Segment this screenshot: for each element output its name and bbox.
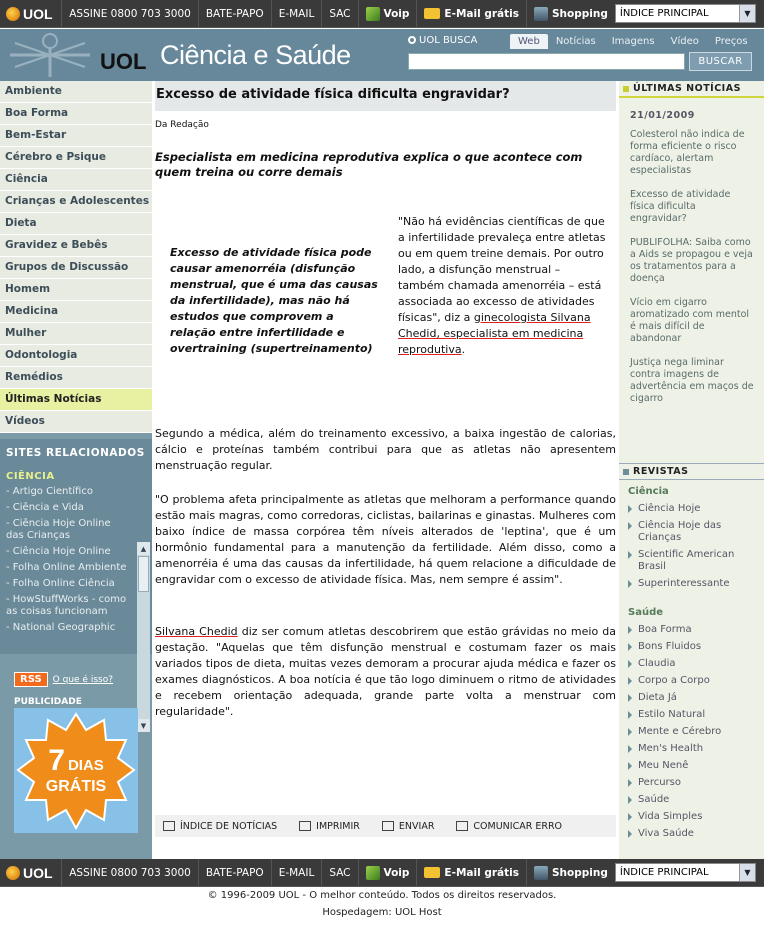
arrow-right-icon	[628, 660, 632, 668]
menu-item-homem[interactable]: Homem	[0, 279, 152, 301]
uol-logo[interactable]	[0, 0, 61, 27]
site-link[interactable]: - Folha Online Ambiente	[6, 562, 127, 573]
menu-item-mulher[interactable]: Mulher	[0, 323, 152, 345]
magazine-label: Superinteressante	[638, 578, 730, 589]
shopping-cart-icon	[534, 866, 548, 880]
revistas	[619, 463, 764, 859]
quote-end: .	[461, 343, 466, 356]
magazine-link[interactable]	[628, 549, 764, 573]
article	[155, 81, 616, 832]
tab-video[interactable]: Vídeo	[670, 36, 699, 47]
magazine-label: Corpo a Corpo	[638, 675, 710, 686]
magazine-link[interactable]	[628, 520, 764, 544]
quote-paragraph	[398, 214, 606, 358]
arrow-right-icon	[628, 813, 632, 821]
arrow-right-icon	[628, 522, 632, 530]
magazine-label: Vida Simples	[638, 811, 703, 822]
magazine-label: Saúde	[638, 794, 670, 805]
left-menu	[0, 81, 152, 433]
menu-item-bem-estar[interactable]: Bem-Estar	[0, 125, 152, 147]
menu-item-criancas[interactable]: Crianças e Adolescentes	[0, 191, 152, 213]
ad-dias: DIAS	[67, 757, 104, 774]
mail-icon	[382, 821, 394, 831]
index-select-value: ÍNDICE PRINCIPAL	[619, 8, 709, 19]
tab-imagens[interactable]: Imagens	[611, 36, 655, 47]
publicidade-label: PUBLICIDADE	[14, 697, 82, 707]
menu-item-dieta[interactable]: Dieta	[0, 213, 152, 235]
magazine-link[interactable]	[628, 777, 764, 789]
printer-icon	[299, 821, 311, 831]
magazine-label: Ciência Hoje das Crianças	[638, 520, 722, 543]
copyright: © 1996-2009 UOL - O melhor conteúdo. Todos os direitos reservados.	[207, 890, 557, 901]
envelope-icon	[424, 8, 440, 19]
ultimas-title: ÚLTIMAS NOTÍCIAS	[633, 83, 741, 94]
quote-text: "Não há evidências científicas de que a infertilidade prevaleça entre atletas ou em quem treine demais. Por outro lado, a disfunção menstrual – também chamada amenorréia – está associada ao excesso de atividades físicas", diz a	[398, 215, 606, 324]
nav-email-gratis[interactable]	[416, 0, 526, 27]
magazine-link[interactable]	[628, 641, 764, 653]
nav-shopping[interactable]	[526, 859, 615, 886]
news-item[interactable]: Excesso de atividade física dificulta engravidar?	[630, 189, 731, 224]
nav-bate-papo[interactable]: BATE-PAPO	[198, 0, 271, 27]
tool-imprimir[interactable]	[299, 821, 360, 832]
magazine-label: Men's Health	[638, 743, 704, 754]
nav-bate-papo[interactable]: BATE-PAPO	[198, 859, 271, 886]
nav-voip[interactable]	[358, 859, 417, 886]
arrow-right-icon	[628, 677, 632, 685]
site-link[interactable]: - Ciência Hoje Online	[6, 546, 111, 557]
arrow-right-icon	[628, 762, 632, 770]
site-link[interactable]: - Ciência Hoje Online das Crianças	[6, 518, 111, 541]
scroll-up-icon[interactable]: ▲	[137, 542, 150, 555]
magazine-label: Mente e Cérebro	[638, 726, 722, 737]
magazine-label: Ciência Hoje	[638, 503, 701, 514]
nav-assine[interactable]: ASSINE 0800 703 3000	[61, 859, 198, 886]
ad-gratis: GRÁTIS	[45, 778, 107, 795]
magazine-link[interactable]	[628, 658, 764, 670]
nav-email-gratis-label: E-Mail grátis	[444, 866, 519, 879]
magazine-label: Percurso	[638, 777, 681, 788]
menu-item-ultimas[interactable]: Últimas Notícias	[0, 389, 152, 411]
arrow-right-icon	[628, 779, 632, 787]
busca-tabs	[510, 34, 756, 49]
menu-item-videos[interactable]: Vídeos	[0, 411, 152, 433]
arrow-right-icon	[628, 505, 632, 513]
site-link[interactable]: - National Geographic	[6, 622, 116, 633]
pull-quote: Excesso de atividade física pode causar amenorréia (disfunção menstrual, que é uma das causas da infertilidade), mas não há estudos que comprovem a relação entre infertilidade e overtraining (supertreinamento)	[170, 246, 378, 355]
revistas-saude-label: Saúde	[628, 607, 664, 618]
header-uol-logo[interactable]: UOL	[100, 49, 147, 74]
paragraph-3	[155, 624, 616, 720]
index-select[interactable]	[615, 4, 756, 23]
revistas-ciencia-label: Ciência	[628, 486, 669, 497]
revistas-header	[619, 463, 764, 480]
magazine-link[interactable]	[628, 794, 764, 806]
menu-item-boa-forma[interactable]: Boa Forma	[0, 103, 152, 125]
search-button[interactable]: BUSCAR	[689, 52, 752, 71]
magazine-link[interactable]	[628, 743, 764, 755]
tool-enviar-label: ENVIAR	[398, 820, 435, 832]
right-column	[619, 81, 764, 859]
nav-sac[interactable]: SAC	[321, 859, 357, 886]
magazine-link[interactable]	[628, 726, 764, 738]
arrow-right-icon	[628, 711, 632, 719]
paragraph-1: Segundo a médica, além do treinamento excessivo, a baixa ingestão de calorias, cálcio e proteínas também contribui para que as atletas não apresentem menstruação regular.	[155, 427, 616, 472]
footer	[0, 887, 764, 921]
sites-category: CIÊNCIA	[6, 471, 55, 482]
arrow-right-icon	[628, 728, 632, 736]
uol-logo-text: UOL	[23, 864, 53, 881]
rss-icon[interactable]: RSS	[14, 672, 48, 687]
menu-item-grupos[interactable]: Grupos de Discussão	[0, 257, 152, 279]
site-link[interactable]: - Artigo Científico	[6, 486, 93, 497]
menu-item-gravidez[interactable]: Gravidez e Bebês	[0, 235, 152, 257]
phone-icon	[366, 7, 380, 21]
magazine-link[interactable]	[628, 624, 764, 636]
envelope-icon	[424, 867, 440, 878]
article-subtitle: Especialista em medicina reprodutiva explica o que acontece com quem treina ou corre demais	[155, 150, 583, 179]
tab-web[interactable]: Web	[510, 34, 548, 49]
section-title: Ciência e Saúde	[160, 40, 351, 70]
bullet-square-icon	[623, 469, 629, 475]
news-item[interactable]: PUBLIFOLHA: Saiba como a Aids se propagou e veja os tratamentos para a doença	[630, 237, 753, 284]
list-icon	[163, 821, 175, 831]
nav-shopping-label: Shopping	[552, 7, 608, 20]
magazine-label: Scientific American Brasil	[638, 549, 735, 572]
arrow-right-icon	[628, 626, 632, 634]
scroll-down-icon[interactable]: ▼	[137, 719, 150, 732]
nav-sac[interactable]: SAC	[321, 0, 357, 27]
bottom-navbar	[0, 859, 764, 887]
hosting[interactable]: Hospedagem: UOL Host	[322, 907, 442, 918]
news-date: 21/01/2009	[630, 110, 695, 121]
nav-email[interactable]: E-MAIL	[271, 859, 322, 886]
magazine-link[interactable]	[628, 760, 764, 772]
tab-noticias[interactable]: Notícias	[555, 36, 596, 47]
tool-indice[interactable]	[163, 821, 277, 832]
magazine-link[interactable]	[628, 578, 764, 590]
rss-help-link[interactable]: O que é isso?	[52, 674, 113, 685]
arrow-right-icon	[628, 580, 632, 588]
arrow-right-icon	[628, 745, 632, 753]
rss-box	[14, 672, 113, 687]
nav-email[interactable]: E-MAIL	[271, 0, 322, 27]
sites-relacionados-title: SITES RELACIONADOS	[6, 447, 145, 459]
ultimas-header	[619, 81, 764, 98]
magazine-link[interactable]	[628, 675, 764, 687]
uol-logo-text: UOL	[23, 5, 53, 22]
search-input[interactable]	[408, 53, 685, 70]
tool-indice-label: ÍNDICE DE NOTÍCIAS	[180, 820, 278, 832]
nav-email-gratis[interactable]	[416, 859, 526, 886]
vitruvian-figure-icon	[5, 29, 95, 81]
bullet-square-icon	[623, 86, 629, 92]
shopping-cart-icon	[534, 7, 548, 21]
menu-item-odontologia[interactable]: Odontologia	[0, 345, 152, 367]
arrow-right-icon	[628, 643, 632, 651]
magazine-label: Dieta Já	[638, 692, 677, 703]
busca-label	[408, 35, 477, 46]
menu-item-cerebro-psique[interactable]: Cérebro e Psique	[0, 147, 152, 169]
menu-item-ciencia[interactable]: Ciência	[0, 169, 152, 191]
revistas-saude-list	[619, 624, 764, 840]
magazine-link[interactable]	[628, 692, 764, 704]
news-item[interactable]: Colesterol não indica de forma eficiente o risco cardíaco, alertam especialistas	[630, 129, 745, 176]
report-icon	[456, 821, 468, 831]
magazine-link[interactable]	[628, 709, 764, 721]
magazine-label: Claudia	[638, 658, 676, 669]
arrow-right-icon	[628, 830, 632, 838]
busca-label-text: UOL BUSCA	[419, 35, 478, 46]
ad-banner[interactable]	[14, 708, 138, 833]
chevron-down-icon: ▼	[739, 5, 755, 22]
tool-imprimir-label: IMPRIMIR	[316, 820, 360, 832]
arrow-right-icon	[628, 551, 632, 559]
revistas-ciencia-list	[619, 503, 764, 590]
site-link[interactable]: - HowStuffWorks - como as coisas funcionam	[6, 594, 127, 617]
magazine-link[interactable]	[628, 503, 764, 515]
tool-enviar[interactable]	[382, 821, 435, 832]
revistas-title: REVISTAS	[633, 466, 689, 477]
nav-voip-label: Voip	[383, 7, 410, 20]
uol-globe-icon	[6, 7, 20, 21]
ad-text	[14, 744, 138, 796]
ad-number: 7	[48, 744, 65, 777]
magazine-link[interactable]	[628, 811, 764, 823]
nav-email-gratis-label: E-Mail grátis	[444, 7, 519, 20]
tool-erro-label: COMUNICAR ERRO	[473, 820, 563, 832]
index-select-value: ÍNDICE PRINCIPAL	[619, 867, 709, 878]
tab-precos[interactable]: Preços	[714, 36, 748, 47]
site-link[interactable]: - Folha Online Ciência	[6, 578, 115, 589]
nav-shopping-label: Shopping	[552, 866, 608, 879]
silvana-link[interactable]: Silvana Chedid	[155, 625, 238, 638]
sites-scrollbar[interactable]	[137, 542, 150, 732]
magazine-label: Viva Saúde	[638, 828, 694, 839]
arrow-right-icon	[628, 796, 632, 804]
magazine-label: Bons Fluidos	[638, 641, 702, 652]
nav-voip[interactable]	[358, 0, 417, 27]
uol-globe-icon	[6, 866, 20, 880]
article-title: Excesso de atividade física dificulta engravidar?	[155, 81, 616, 111]
chevron-down-icon: ▼	[739, 864, 755, 881]
phone-icon	[366, 866, 380, 880]
ultimas-list	[619, 98, 754, 405]
nav-voip-label: Voip	[383, 866, 410, 879]
news-item[interactable]: Justiça nega liminar contra imagens de advertência em maços de cigarro	[630, 357, 754, 404]
site-link[interactable]: - Ciência e Vida	[6, 502, 84, 513]
menu-item-medicina[interactable]: Medicina	[0, 301, 152, 323]
scroll-thumb[interactable]	[138, 556, 149, 592]
magazine-label: Boa Forma	[638, 624, 692, 635]
magazine-label: Estilo Natural	[638, 709, 706, 720]
specialist-link[interactable]: ginecologista Silvana Chedid, especialista em medicina reprodutiva	[398, 311, 591, 356]
arrow-right-icon	[628, 694, 632, 702]
magazine-label: Meu Nenê	[638, 760, 689, 771]
magazine-link[interactable]	[628, 828, 764, 840]
paragraph-2: "O problema afeta principalmente as atletas que melhoram a performance quando estão mais magras, como corredoras, ciclistas, bailarinas e ginastas. Mulheres com baixo índice de massa corpórea têm níveis alterados de 'leptina', que é um hormônio fundamental para a manutenção da fertilidade. Além disso, como a amenorréia é uma das causas da infertilidade, há quem relacione a dificuldade de engravidar com o excesso de atividade física. Mas, nem sempre é assim".	[155, 493, 616, 586]
sites-list	[0, 486, 130, 634]
menu-item-ambiente[interactable]: Ambiente	[0, 81, 152, 103]
paragraph-3-text: diz ser comum atletas descobrirem que estão grávidas no meio da gestação. "Aquelas que têm disfunção menstrual e costumam fazer os mais variados tipos de dieta, muitas vezes demoram a procurar ajuda médica e fazer os exames diagnósticos. A boa notícia é que tão logo diminuem o ritmo de atividades e recebem orientação adequada, grande parte volta a menstruar com regularidade".	[155, 625, 616, 718]
nav-assine[interactable]: ASSINE 0800 703 3000	[61, 0, 198, 27]
tool-comunicar-erro[interactable]	[456, 821, 562, 832]
search-icon	[408, 36, 416, 44]
uol-logo[interactable]	[0, 859, 61, 886]
article-tools	[155, 815, 616, 837]
index-select[interactable]	[615, 863, 756, 882]
menu-item-remedios[interactable]: Remédios	[0, 367, 152, 389]
article-byline: Da Redação	[155, 120, 209, 130]
nav-shopping[interactable]	[526, 0, 615, 27]
top-navbar	[0, 0, 764, 28]
news-item[interactable]: Vício em cigarro aromatizado com mentol é mais difícil de abandonar	[630, 297, 750, 344]
